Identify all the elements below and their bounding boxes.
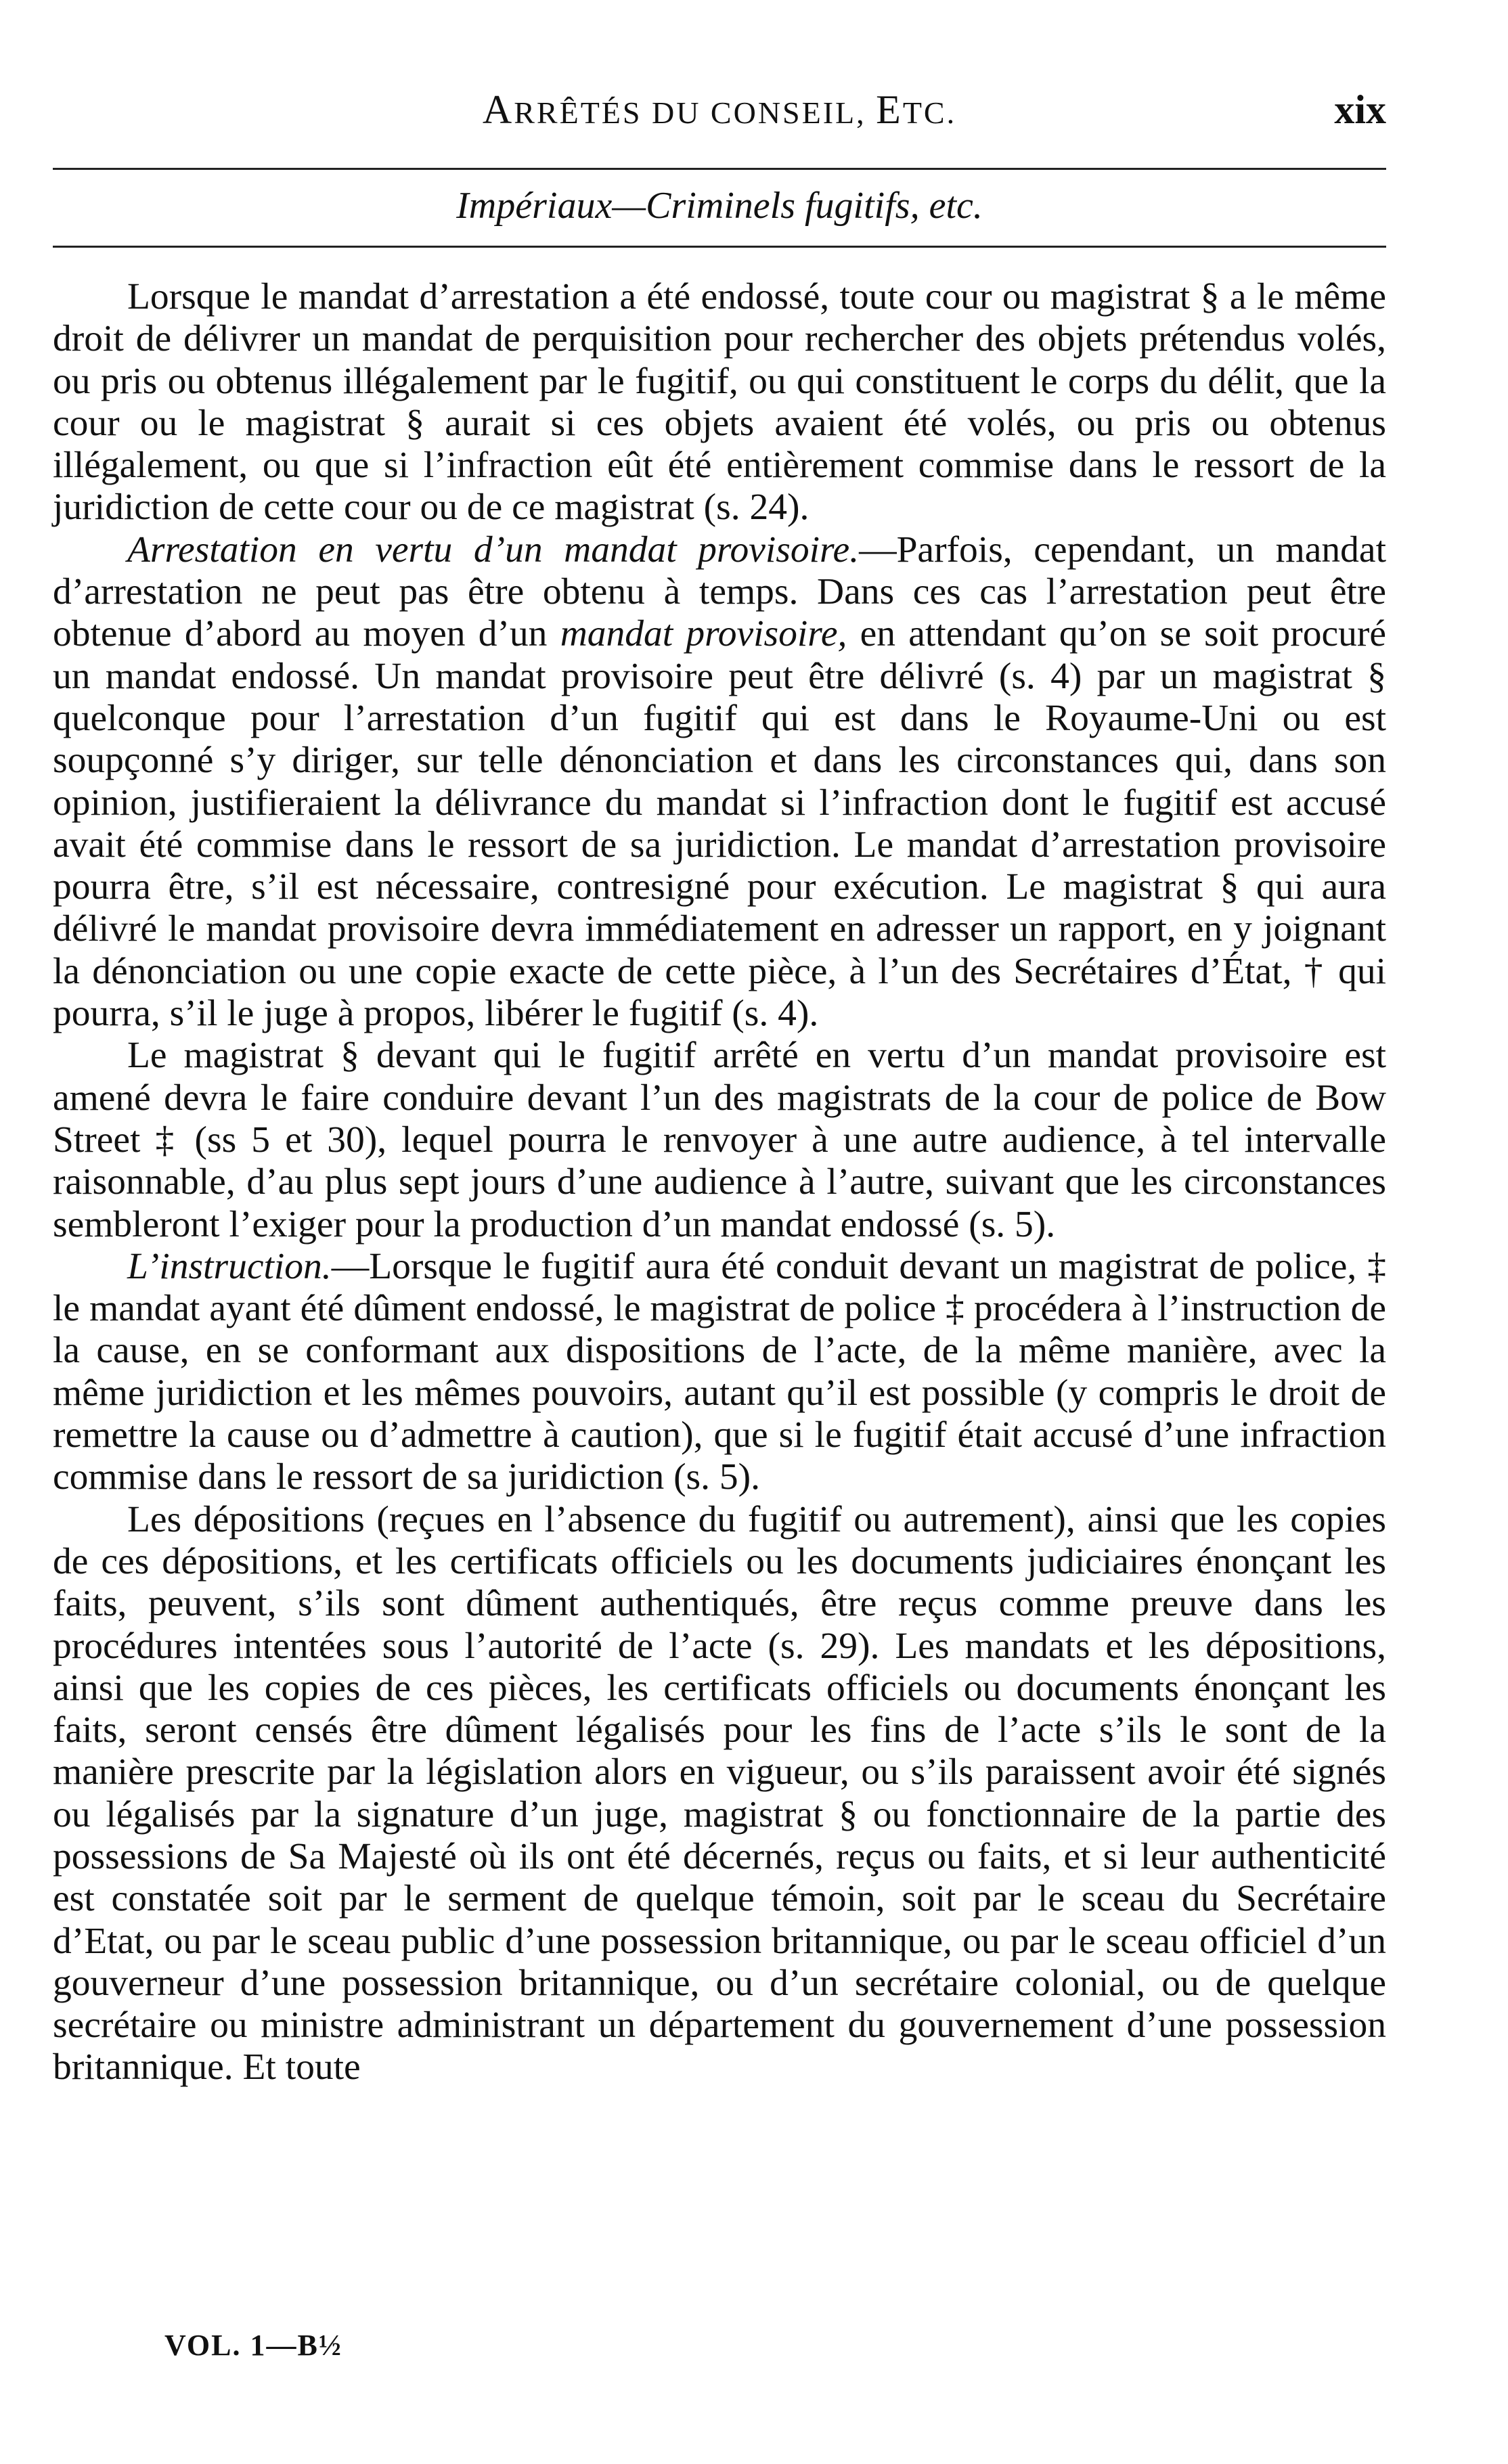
paragraph-2 — [53, 529, 1386, 1035]
paragraph-2-text-a: —Parfois, cependant, un mandat d’arrestation ne peut pas être obtenu à temps. Dans ces cas l’arrestation peut être obtenue d’abord au moyen d’un — [53, 529, 1386, 655]
paragraph-2-text-b: en attendant qu’on se soit procuré un mandat endossé. Un mandat provisoire peut être délivré (s. 4) par un magistrat § quelconque pour l’arrestation d’un fugitif qui est dans le Royaume-Uni ou est soupçonné s’y diriger, sur telle dénonciation et dans les circonstances qui, dans son opinion, justifieraient la délivrance du mandat si l’infraction dont le fugitif est accusé avait été commise dans le ressort de sa juridiction. Le mandat d’arrestation provisoire pourra être, s’il est nécessaire, contresigné pour exécution. Le magistrat § qui aura délivré le mandat provisoire devra immédiatement en adresser un rapport, en y joignant la dénonciation ou une copie exacte de cette pièce, à l’un des Secrétaires d’État, † qui pourra, s’il le juge à propos, libérer le fugitif (s. 4). — [53, 613, 1386, 1035]
title-initial: A — [482, 87, 514, 132]
body-text — [53, 276, 1386, 2089]
running-head — [53, 87, 1386, 141]
paragraph-3: Le magistrat § devant qui le fugitif arrêté en vertu d’un mandat provisoire est amené devra le faire conduire devant l’un des magistrats de la cour de police de Bow Street ‡ (ss 5 et 30), lequel pourra le renvoyer à une autre audience, à tel intervalle raisonnable, d’au plus sept jours d’une audience à l’autre, suivant que les circonstances sembleront l’exiger pour la production d’un mandat endossé (s. 5). — [53, 1035, 1386, 1245]
section-subheading: Impériaux—Criminels fugitifs, etc. — [456, 185, 983, 227]
title-rest: RRÊTÉS DU CONSEIL, — [514, 95, 877, 130]
document-page — [53, 0, 1386, 2464]
header-rule-bottom — [53, 246, 1386, 248]
header-rule-top — [53, 168, 1386, 170]
paragraph-2-term: mandat provisoire, — [560, 613, 847, 655]
title-etc-rest: TC. — [902, 95, 957, 130]
paragraph-4 — [53, 1246, 1386, 1499]
signature-mark: VOL. 1—B½ — [164, 2329, 342, 2362]
paragraph-5: Les dépositions (reçues en l’absence du fugitif ou autrement), ainsi que les copies de ces dépositions, et les certificats officiels ou les documents judiciaires énonçant les faits, peuvent, s’ils sont dûment authentiqués, être reçus comme preuve dans les procédures intentées sous l’autorité de l’acte (s. 29). Les mandats et les dépositions, ainsi que les copies de ces pièces, les certificats officiels ou documents énonçant les faits, seront censés être dûment légalisés pour les fins de l’acte s’ils le sont de la manière prescrite par la législation alors en vigueur, ou s’ils paraissent avoir été signés ou légalisés par la signature d’un juge, magistrat § ou fonctionnaire de la partie des possessions de Sa Majesté où ils ont été décernés, reçus ou faits, et si leur authenticité est constatée soit par le serment de quelque témoin, soit par le sceau du Secrétaire d’Etat, ou par le sceau public d’une possession britannique, ou par le sceau officiel d’un gouverneur d’une possession britannique, ou d’un secrétaire colonial, ou de quelque secrétaire ou ministre administrant un département du gouvernement d’une possession britannique. Et toute — [53, 1498, 1386, 2088]
page-number: xix — [1334, 87, 1386, 132]
paragraph-4-text: —Lorsque le fugitif aura été conduit devant un magistrat de police, ‡ le mandat ayant été dûment endossé, le magistrat de police ‡ procédera à l’instruction de la cause, en se conformant aux dispositions de l’acte, de la même manière, avec la même juridiction et les mêmes pouvoirs, autant qu’il est possible (y compris le droit de remettre la cause ou d’admettre à caution), que si le fugitif était accusé d’une infraction commise dans le ressort de sa juridiction (s. 5). — [53, 1245, 1386, 1498]
title-etc-initial: E — [876, 87, 903, 132]
paragraph-1: Lorsque le mandat d’arrestation a été endossé, toute cour ou magistrat § a le même droit de délivrer un mandat de perquisition pour rechercher des objets prétendus volés, ou pris ou obtenus illégalement par le fugitif, ou qui constituent le corps du délit, que la cour ou le magistrat § aurait si ces objets avaient été volés, ou pris ou obtenus illégalement, ou que si l’infraction eût été entièrement commise dans le ressort de la juridiction de cette cour ou de ce magistrat (s. 24). — [53, 276, 1386, 529]
paragraph-2-heading: Arrestation en vertu d’un mandat provisoire. — [127, 529, 860, 570]
running-title — [53, 87, 1386, 133]
paragraph-4-heading: L’instruction. — [127, 1245, 332, 1287]
